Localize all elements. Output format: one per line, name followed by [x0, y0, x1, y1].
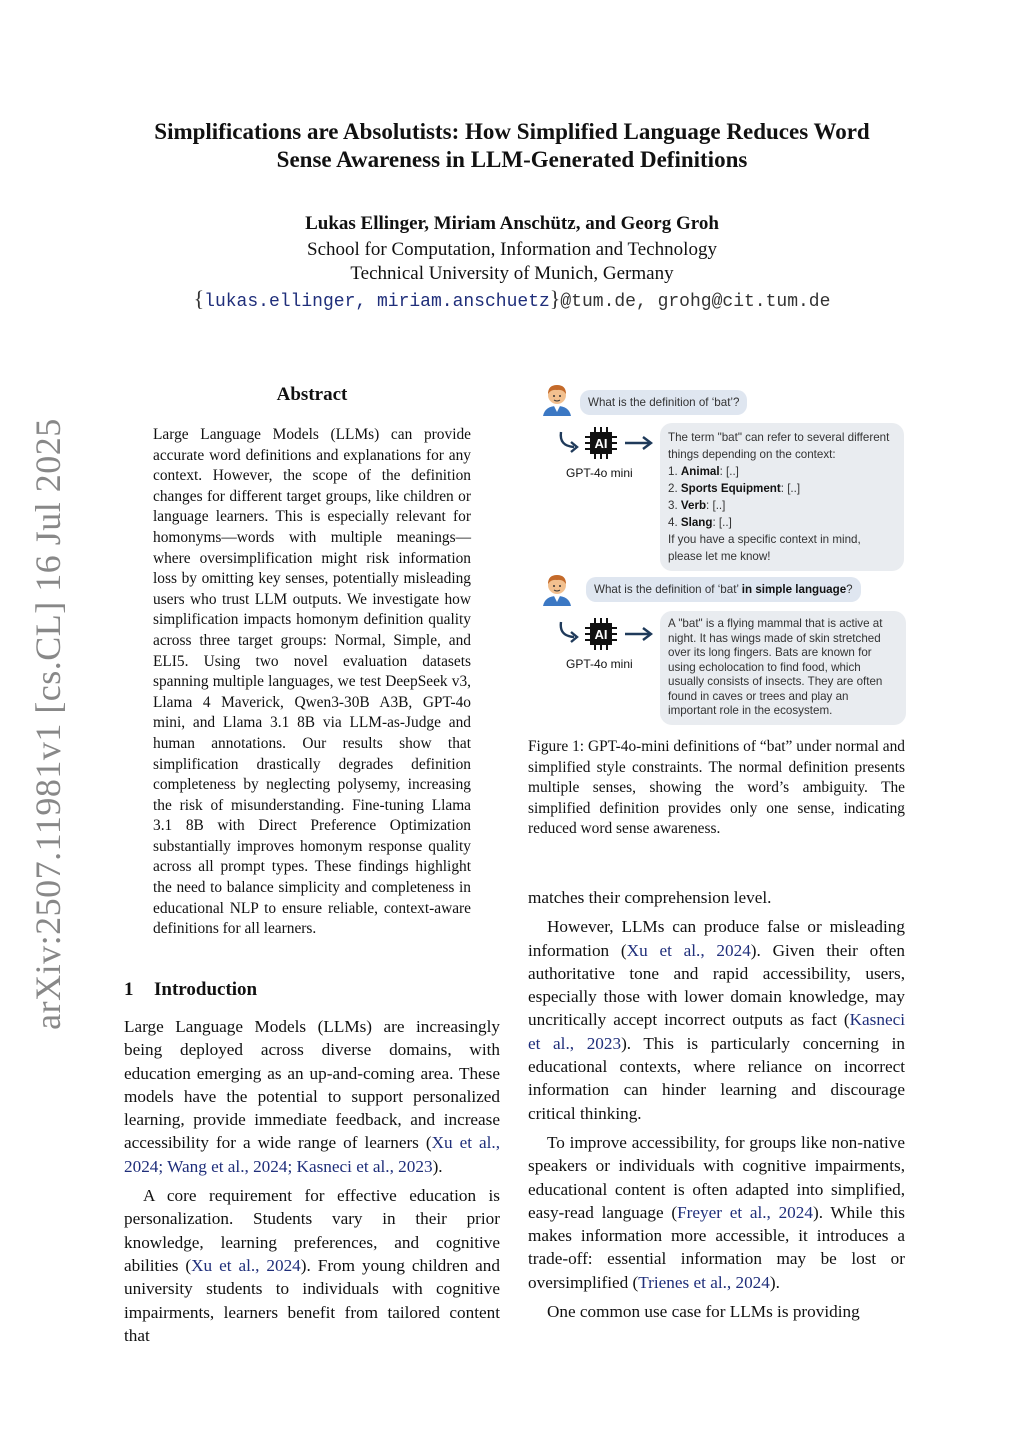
section-title: Introduction [154, 979, 258, 1000]
answer-1-item: 4. Slang: [..] [668, 516, 732, 529]
abstract-text: Large Language Models (LLMs) can provide accurate word definitions and explanations for any context. However, the scope of the definition changes for different target groups, like children or language learners. This is especially relevant for homonyms—words with multiple meanings—where oversimplification might risk information loss by omitting key senses, potentially misleading users who trust LLM outputs. We investigate how simplification impacts homonym definition quality across three target groups: Normal, Simple, and ELI5. Using two novel evaluation datasets spanning multiple languages, we test DeepSeek v3, Llama 4 Maverick, Qwen3-30B A3B, GPT-4o mini, and Llama 3.1 8B via LLM-as-Judge and human annotations. Our results show that simplification drastically degrades definition completeness by neglecting polysemy, increasing the risk of misunderstanding. Fine-tuning Llama 3.1 8B with Direct Preference Optimization substantially improves homonym response quality across all prompt types. These findings highlight the need to balance simplicity and completeness in educational NLP to ensure reliable, context-aware definitions for all learners. [153, 426, 471, 938]
chip-label: AI [594, 436, 608, 451]
answer-1-outro: If you have a specific context in mind, please let me know! [668, 533, 861, 563]
section-number: 1 [124, 979, 134, 1000]
curved-arrow-icon [556, 620, 582, 644]
question-bubble-1: What is the definition of ‘bat’? [580, 390, 747, 415]
answer-1-item: 2. Sports Equipment: [..] [668, 482, 801, 495]
curved-arrow-icon [556, 430, 582, 454]
right-column-body [528, 886, 905, 1323]
affiliation-university: Technical University of Munich, Germany [350, 263, 674, 284]
intro-paragraph-3: However, LLMs can produce false or misleading information (Xu et al., 2024). Given their often authoritative tone and rapid accessibility, users, especially those with lower domain knowledge, may uncritically accept incorrect outputs as fact (Kasneci et al., 2023). This is particularly concerning in educational contexts, where reliance on incorrect information can hinder learning and discourage critical thinking. [528, 917, 905, 1123]
citation-link[interactable]: Trienes et al., 2024 [638, 1272, 770, 1292]
ai-chip-icon [583, 618, 619, 650]
authors: Lukas Ellinger, Miriam Anschütz, and Georg Groh [305, 213, 719, 234]
arxiv-stamp: arXiv:2507.11981v1 [cs.CL] 16 Jul 2025 [28, 418, 68, 1030]
answer-bubble-2: A "bat" is a flying mammal that is active at night. It has wings made of skin stretched over its long fingers. Bats are known for using echolocation to find food, which usually consists of insects. They are often found in caves or trees and play an important role in the ecosystem. [660, 611, 906, 725]
email-rest: @tum.de, grohg@cit.tum.de [560, 292, 831, 312]
citation-link[interactable]: Kasneci et al., 2023 [528, 1010, 905, 1053]
chip-label: AI [594, 627, 608, 642]
intro-paragraph-5: One common use case for LLMs is providing [547, 1302, 860, 1322]
citation-link[interactable]: Xu et al., 2024 [191, 1255, 301, 1275]
intro-paragraph-continued: matches their comprehension level. [528, 888, 772, 907]
intro-paragraph-2: A core requirement for effective education is personalization. Students vary in their prior knowledge, learning preferences, and cognitive abilities (Xu et al., 2024). From young children and university students to individuals with cognitive impairments, learners benefit from tailored content that [124, 1186, 500, 1345]
answer-1-item: 1. Animal: [..] [668, 465, 739, 478]
citation-link[interactable]: Xu et al., 2024 [626, 940, 751, 960]
email-names: lukas.ellinger, miriam.anschuetz [204, 292, 550, 312]
right-arrow-icon [624, 436, 654, 450]
title-line-1: Simplifications are Absolutists: How Simplified Language Reduces Word [154, 119, 870, 144]
user-avatar-icon [541, 572, 573, 606]
citation-link[interactable]: Freyer et al., 2024 [677, 1202, 813, 1222]
answer-bubble-1 [660, 423, 904, 571]
ai-chip-icon [583, 427, 619, 459]
right-arrow-icon [624, 627, 654, 641]
email-brace-close: } [549, 286, 561, 311]
left-column-body [124, 1015, 500, 1347]
intro-paragraph-1: Large Language Models (LLMs) are increasingly being deployed across diverse domains, with education emerging as an up-and-coming area. These models have the potential to support personalized learning, provide immediate feedback, and increase accessibility for a wide range of learners (Xu et al., 2024; Wang et al., 2024; Kasneci et al., 2023). [124, 1017, 500, 1176]
user-avatar-icon [541, 382, 573, 416]
figure-caption: Figure 1: GPT-4o-mini definitions of “bat” under normal and simplified style constraints. The normal definition presents multiple senses, showing the word’s ambiguity. The simplified definition provides only one sense, indicating reduced word sense awareness. [528, 738, 905, 838]
title-line-2: Sense Awareness in LLM-Generated Definitions [276, 147, 748, 172]
answer-1-item: 3. Verb: [..] [668, 499, 726, 512]
author-emails [100, 286, 924, 312]
section-heading-introduction [124, 979, 257, 1001]
abstract-heading: Abstract [276, 384, 348, 405]
email-brace-open: { [193, 286, 205, 311]
model-label-1: GPT-4o mini [566, 466, 633, 480]
model-label-2: GPT-4o mini [566, 657, 633, 671]
intro-paragraph-4: To improve accessibility, for groups like non-native speakers or individuals with cognitive impairments, educational content is often adapted into simplified, easy-read language (Freyer et al., 2024). While this makes information more accessible, it introduces a trade-off: essential information may be lost or oversimplified (Trienes et al., 2024). [528, 1132, 905, 1292]
paper-title [100, 118, 924, 174]
citation-link[interactable]: Xu et al., 2024; Wang et al., 2024; Kasneci et al., 2023 [124, 1133, 500, 1176]
answer-1-intro: The term "bat" can refer to several different things depending on the context: [668, 431, 890, 461]
affiliation-school: School for Computation, Information and Technology [307, 239, 717, 260]
question-bubble-2: What is the definition of ‘bat’ in simple language? [586, 577, 861, 602]
